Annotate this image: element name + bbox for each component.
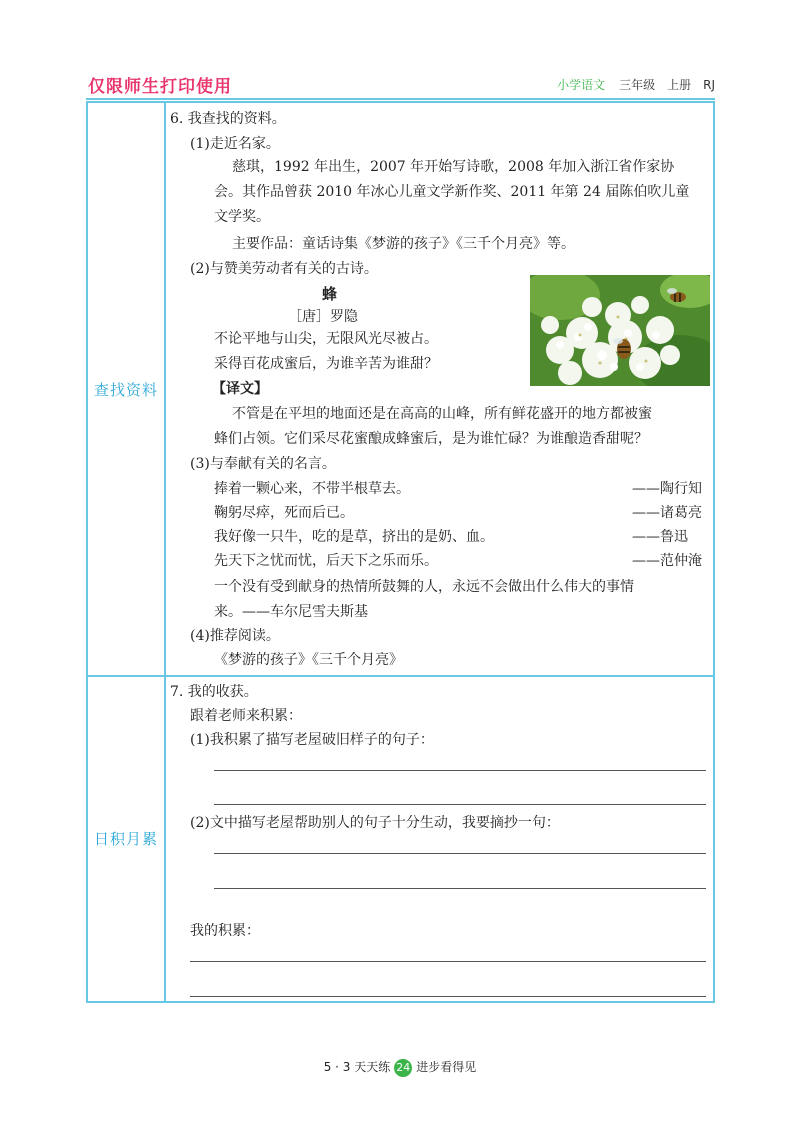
part1-heading: (1)走近名家。 — [190, 136, 280, 152]
answer-line-4[interactable] — [214, 888, 706, 889]
poem-title: 蜂 — [322, 285, 338, 303]
answer-line-3[interactable] — [214, 853, 706, 854]
grade-label: 三年级 — [619, 78, 656, 92]
item-2-prompt: (2)文中描写老屋帮助别人的句子十分生动，我要摘抄一句： — [190, 815, 560, 831]
page-number: 24 — [394, 1059, 412, 1077]
question-6-title: 6. 我查找的资料。 — [170, 111, 286, 127]
footer-slogan: 进步看得见 — [416, 1060, 477, 1074]
column-divider — [164, 103, 166, 1001]
answer-line-5[interactable] — [190, 961, 706, 962]
long-quote-line-1: 一个没有受到献身的热情所鼓舞的人，永远不会做出什么伟大的事情 — [214, 579, 634, 595]
quote-4-author: ——范仲淹 — [632, 553, 702, 569]
poem-line-2: 采得百花成蜜后，为谁辛苦为谁甜？ — [214, 356, 438, 372]
part4-heading: (4)推荐阅读。 — [190, 628, 280, 644]
section-label-research: 查找资料 — [93, 381, 158, 399]
subject-label: 小学语文 — [557, 78, 606, 92]
my-accumulation-label: 我的积累： — [190, 923, 260, 939]
section-label-accumulation: 日积月累 — [93, 830, 158, 848]
quote-1-text: 捧着一颗心来，不带半根草去。 — [214, 481, 410, 497]
footer-brand: 5 · 3 天天练 — [323, 1060, 391, 1074]
volume-label: 上册 — [667, 78, 692, 92]
bio-line-2: 会。其作品曾获 2010 年冰心儿童文学新作奖、2011 年第 24 届陈伯吹儿童 — [214, 184, 690, 200]
answer-line-2[interactable] — [214, 804, 706, 805]
header-rule — [86, 98, 715, 100]
translation-line-1: 不管是在平坦的地面还是在高高的山峰，所有鲜花盛开的地方都被蜜 — [232, 406, 652, 422]
answer-line-1[interactable] — [214, 770, 706, 771]
book-info — [557, 76, 715, 93]
item-1-prompt: (1)我积累了描写老屋破旧样子的句子： — [190, 732, 434, 748]
page-footer — [0, 1058, 800, 1077]
translation-label: 【译文】 — [212, 381, 268, 397]
quote-4-text: 先天下之忧而忧，后天下之乐而乐。 — [214, 553, 438, 569]
part2-heading: (2)与赞美劳动者有关的古诗。 — [190, 261, 378, 277]
long-quote-line-2: 来。——车尔尼雪夫斯基 — [214, 604, 368, 620]
print-notice: 仅限师生打印使用 — [88, 77, 232, 97]
quote-2-text: 鞠躬尽瘁，死而后已。 — [214, 505, 354, 521]
poem-author: ［唐］罗隐 — [288, 309, 358, 325]
poem-line-1: 不论平地与山尖，无限风光尽被占。 — [214, 331, 438, 347]
row-divider — [88, 675, 713, 677]
quote-3-author: ——鲁迅 — [632, 529, 688, 545]
question-7-title: 7. 我的收获。 — [170, 684, 258, 700]
quote-2-author: ——诸葛亮 — [632, 505, 702, 521]
bio-line-3: 文学奖。 — [214, 209, 270, 225]
section2-intro: 跟着老师来积累： — [190, 708, 302, 724]
quote-1-author: ——陶行知 — [632, 481, 702, 497]
translation-line-2: 蜂们占领。它们采尽花蜜酿成蜂蜜后，是为谁忙碌？为谁酿造香甜呢？ — [214, 431, 648, 447]
edition-label: RJ — [703, 78, 715, 92]
bee-flower-photo — [530, 275, 710, 386]
bio-line-1: 慈琪，1992 年出生，2007 年开始写诗歌，2008 年加入浙江省作家协 — [232, 159, 675, 175]
answer-line-6[interactable] — [190, 996, 706, 997]
part3-heading: (3)与奉献有关的名言。 — [190, 456, 336, 472]
quote-3-text: 我好像一只牛，吃的是草，挤出的是奶、血。 — [214, 529, 494, 545]
recommended-books: 《梦游的孩子》《三千个月亮》 — [214, 652, 403, 668]
major-works: 主要作品：童话诗集《梦游的孩子》《三千个月亮》等。 — [232, 236, 575, 252]
